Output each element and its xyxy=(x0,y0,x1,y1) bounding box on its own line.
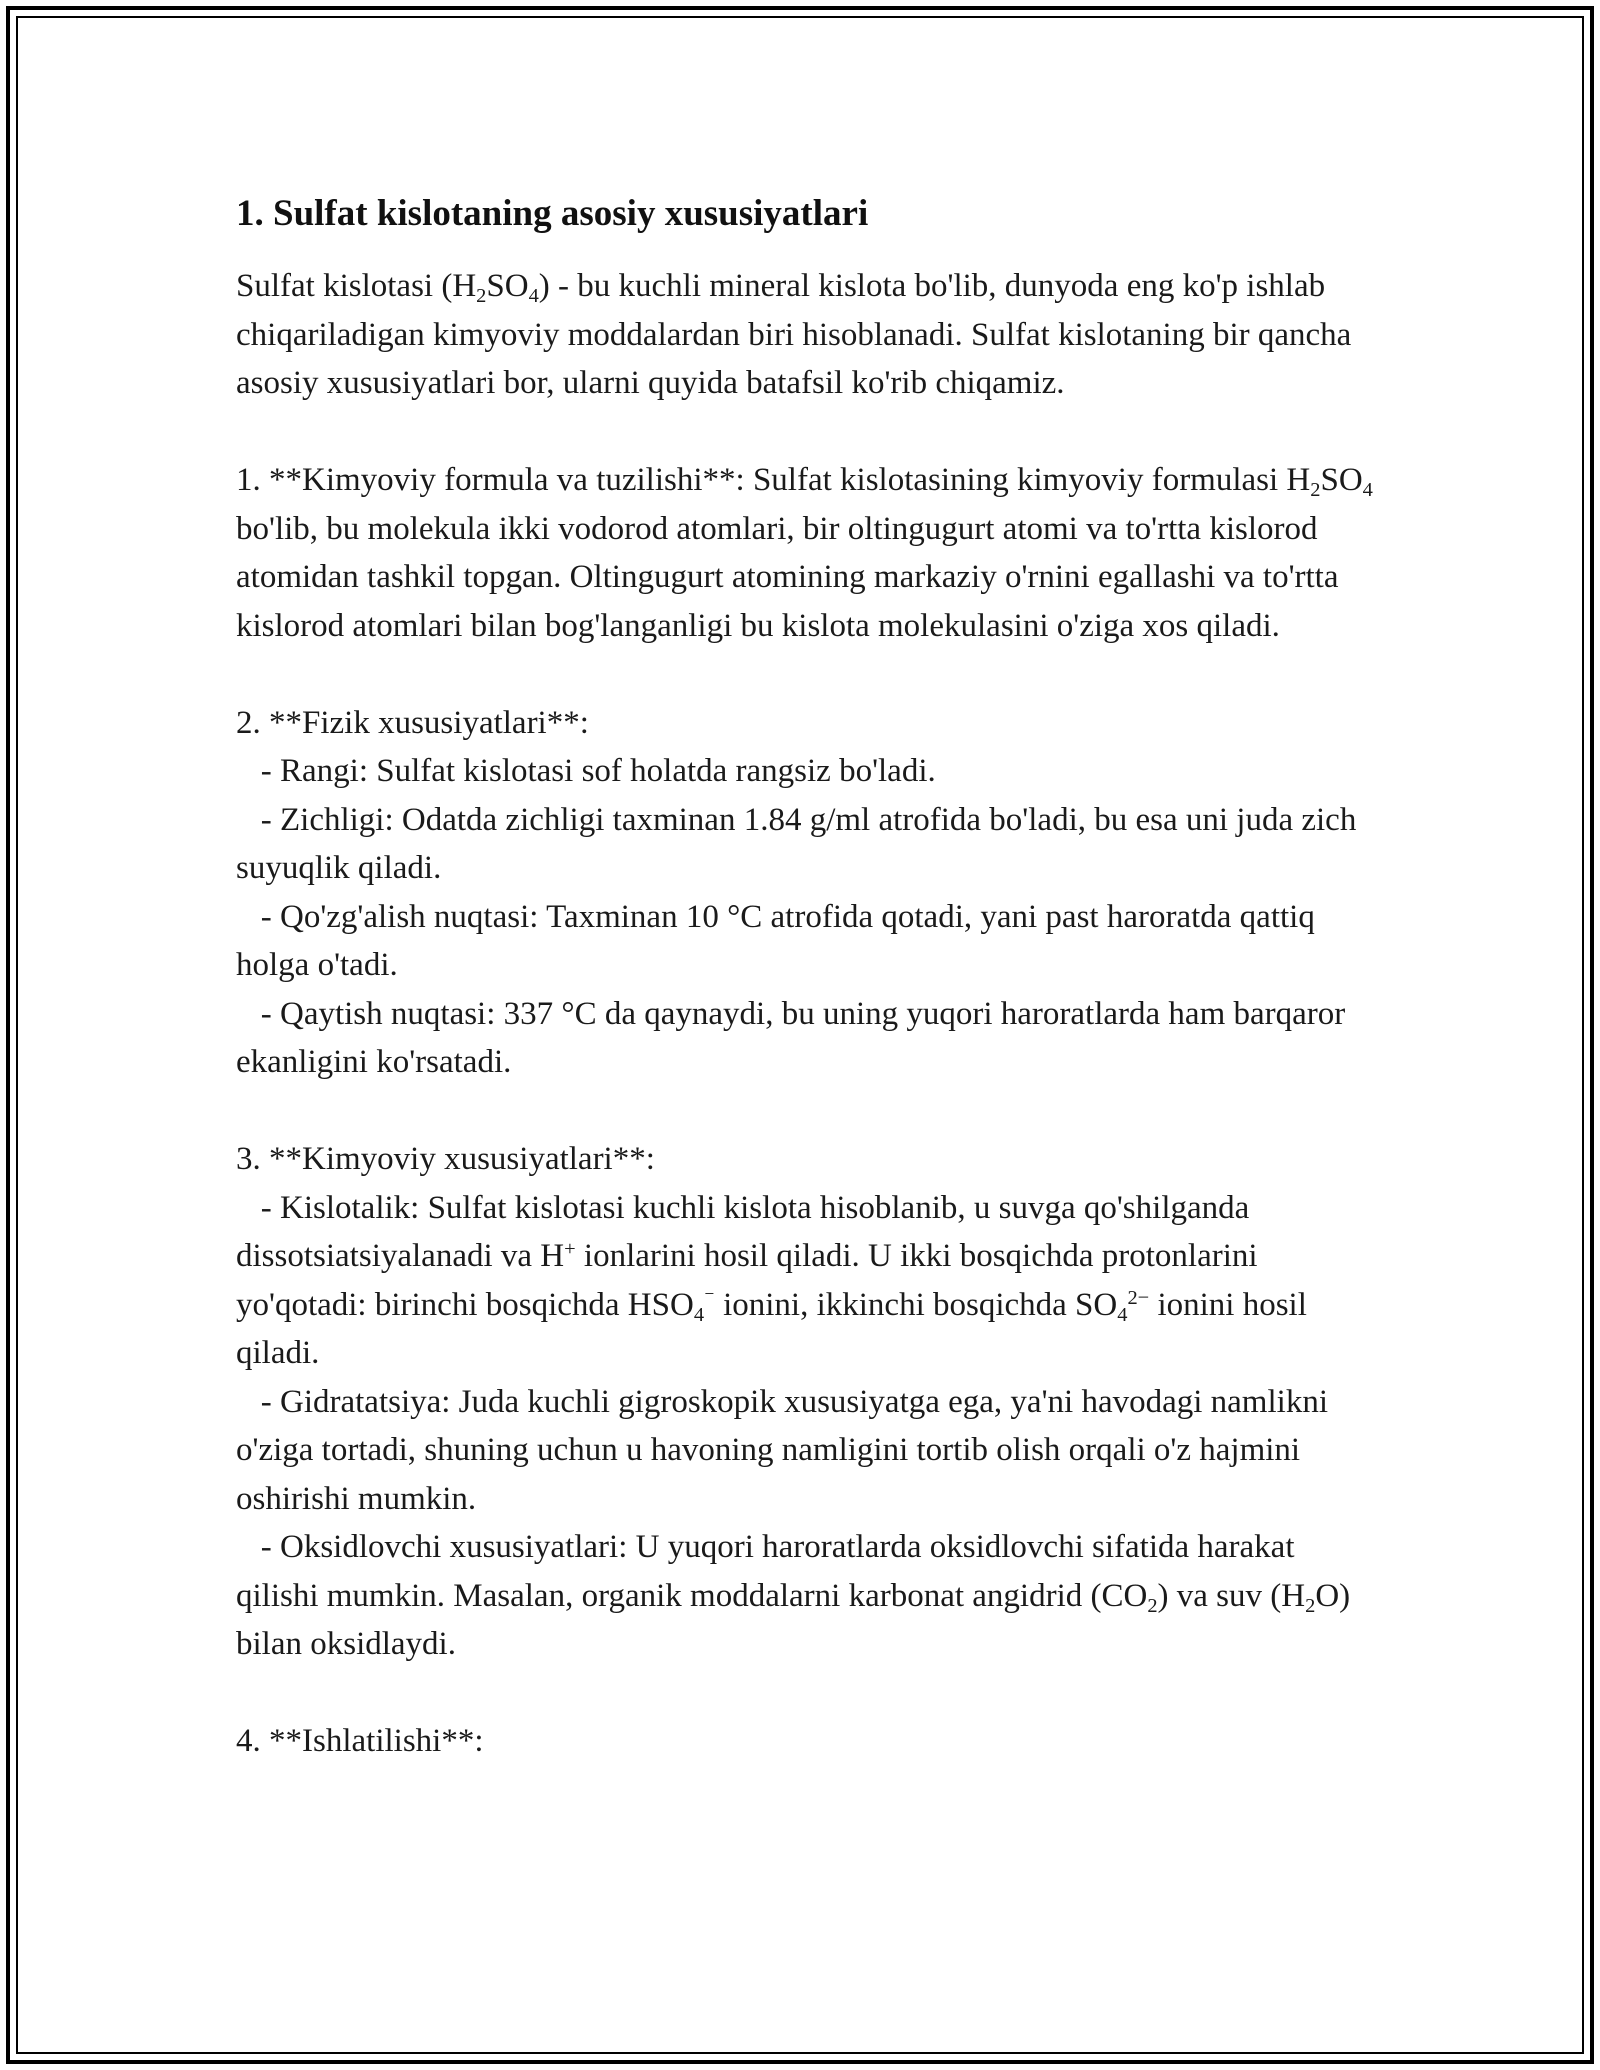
paragraph-gap xyxy=(236,650,1376,699)
document-text xyxy=(236,262,1376,1766)
section-chemical-heading: 3. **Kimyoviy xususiyatlari**: xyxy=(236,1141,655,1177)
intro-text-2: SO xyxy=(486,268,529,304)
bullet-density xyxy=(236,796,1376,893)
intro-paragraph xyxy=(236,262,1376,408)
bullet-color-text: - Rangi: Sulfat kislotasi sof holatda rangsiz bo'ladi. xyxy=(260,753,936,789)
intro-text-3: ) - bu kuchli mineral kislota bo'lib, dunyoda eng ko'p ishlab chiqariladigan kimyoviy moddalardan biri hisoblanadi. Sulfat kislotaning bir qancha asosiy xususiyatlari bor, ularni quyida batafsil ko'rib chiqamiz. xyxy=(236,268,1352,401)
paragraph-gap xyxy=(236,1087,1376,1136)
section-physical-heading: 2. **Fizik xususiyatlari**: xyxy=(236,704,589,741)
subscript: 4 xyxy=(1362,479,1373,502)
bullet-color xyxy=(236,747,1376,796)
bullet-boiling xyxy=(236,990,1376,1087)
superscript: + xyxy=(564,1237,576,1260)
section1-text-1: 1. **Kimyoviy formula va tuzilishi**: Sulfat kislotasining kimyoviy formulasi H xyxy=(236,462,1311,498)
subscript: 2 xyxy=(476,285,487,308)
subscript: 2 xyxy=(1305,1594,1316,1617)
subscript: 2 xyxy=(1147,1594,1158,1617)
superscript: ⁻ xyxy=(704,1286,715,1309)
acidity-text-3: ionini, ikkinchi bosqichda SO xyxy=(714,1286,1118,1323)
bullet-density-text: - Zichligi: Odatda zichligi taxminan 1.84 g/ml atrofida bo'ladi, bu esa uni juda zich suyuqlik qiladi. xyxy=(236,801,1357,886)
bullet-acidity xyxy=(236,1184,1376,1378)
section1-text-3: bo'lib, bu molekula ikki vodorod atomlari, bir oltingugurt atomi va to'rtta kislorod atomidan tashkil topgan. Oltingugurt atomining markaziy o'rnini egallashi va to'rtta kislorod atomlari bilan bog'langanligi bu kislota molekulasini o'ziga xos qiladi. xyxy=(236,510,1339,644)
bullet-boiling-text: - Qaytish nuqtasi: 337 °C da qaynaydi, bu uning yuqori haroratlarda ham barqaror ekanligini ko'rsatadi. xyxy=(236,995,1346,1080)
paragraph-gap xyxy=(236,408,1376,457)
bullet-freezing xyxy=(236,893,1376,990)
document-title: 1. Sulfat kislotaning asosiy xususiyatlari xyxy=(236,193,869,234)
subscript: 4 xyxy=(528,285,539,308)
bullet-freezing-text: - Qo'zg'alish nuqtasi: Taxminan 10 °C atrofida qotadi, yani past haroratda qattiq holga o'tadi. xyxy=(236,898,1315,983)
bullet-oxidizing xyxy=(236,1523,1376,1669)
section-usage-heading: 4. **Ishlatilishi**: xyxy=(236,1723,484,1759)
oxidizing-text-2: ) va suv (H xyxy=(1157,1577,1306,1614)
subscript: 4 xyxy=(693,1303,705,1326)
document-body xyxy=(236,188,1376,1766)
superscript: 2− xyxy=(1127,1286,1150,1309)
subscript: 2 xyxy=(1310,479,1321,502)
subscript: 4 xyxy=(1117,1303,1128,1326)
section-formula xyxy=(236,456,1376,650)
intro-text-1: Sulfat kislotasi (H xyxy=(236,268,477,304)
oxidizing-text-3: O) bilan oksidlaydi. xyxy=(236,1577,1351,1662)
section1-text-2: SO xyxy=(1320,462,1363,498)
acidity-text-4: ionini hosil qiladi. xyxy=(236,1286,1307,1371)
bullet-hydration xyxy=(236,1378,1376,1524)
oxidizing-text-1: - Oksidlovchi xususiyatlari: U yuqori haroratlarda oksidlovchi sifatida harakat qilishi mumkin. Masalan, organik moddalarni karbonat angidrid (CO xyxy=(236,1529,1295,1614)
acidity-text-2: ionlarini hosil qiladi. U ikki bosqichda protonlarini yo'qotadi: birinchi bosqichda HSO xyxy=(236,1238,1258,1323)
hydration-text: - Gidratatsiya: Juda kuchli gigroskopik xususiyatga ega, ya'ni havodagi namlikni o'ziga tortadi, shuning uchun u havoning namligini tortib olish orqali o'z hajmini oshirishi mumkin. xyxy=(236,1383,1328,1517)
acidity-text-1: - Kislotalik: Sulfat kislotasi kuchli kislota hisoblanib, u suvga qo'shilganda dissotsiatsiyalanadi va H xyxy=(236,1189,1250,1274)
paragraph-gap xyxy=(236,1669,1376,1718)
